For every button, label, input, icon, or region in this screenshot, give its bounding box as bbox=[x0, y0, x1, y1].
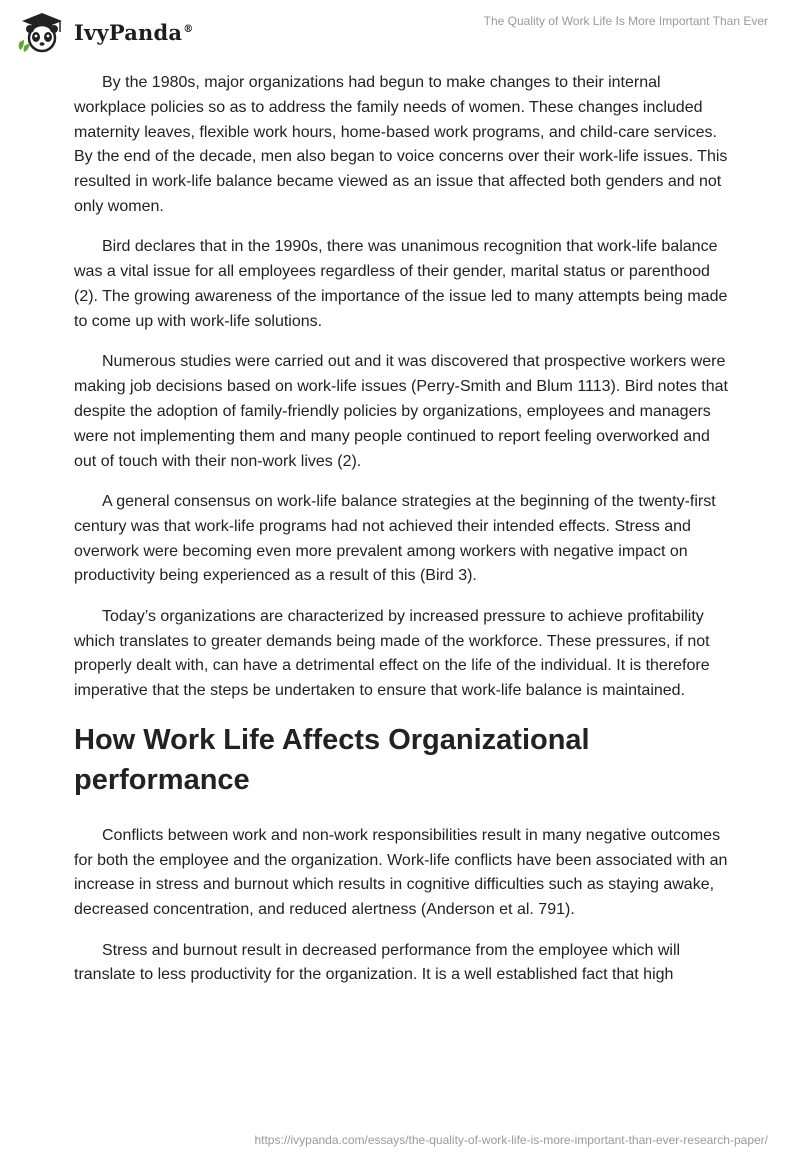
brand-name: IvyPanda® bbox=[74, 19, 194, 45]
paragraph: By the 1980s, major organizations had begun to make changes to their internal workplace policies so as to address the family needs of women. These changes included maternity leaves, flexible work hours, home-based work programs, and child-care services. By the end of the decade, men also began to voice concerns over their work-life issues. This resulted in work-life balance became viewed as an issue that affected both genders and not only women. bbox=[74, 74, 728, 215]
paragraph: Numerous studies were carried out and it was discovered that prospective workers were making job decisions based on work-life issues (Perry-Smith and Blum 1113). Bird notes that despite the adoption of family-friendly policies by organizations, employees and managers were not implementing them and many people continued to report feeling overworked and out of touch with their non-work lives (2). bbox=[74, 353, 728, 470]
essay-body bbox=[74, 71, 734, 1004]
paragraph: A general consensus on work-life balance strategies at the beginning of the twenty-first century was that work-life programs had not achieved their intended effects. Stress and overwork were becoming even more prevalent among workers with negative impact on productivity being experienced as a result of this (Bird 3). bbox=[74, 493, 716, 585]
paragraph: Bird declares that in the 1990s, there was unanimous recognition that work-life balance was a vital issue for all employees regardless of their gender, marital status or parenthood (2). The growing awareness of the importance of the issue led to many attempts being made to come up with work-life solutions. bbox=[74, 238, 728, 330]
source-url[interactable]: https://ivypanda.com/essays/the-quality-of-work-life-is-more-important-than-ever-research-paper/ bbox=[254, 1133, 768, 1147]
paragraph: Conflicts between work and non-work responsibilities result in many negative outcomes for both the employee and the organization. Work-life conflicts have been associated with an increase in stress and burnout which results in cognitive difficulties such as staying awake, decreased concentration, and reduced alertness (Anderson et al. 791). bbox=[74, 826, 728, 919]
paragraph: Today’s organizations are characterized by increased pressure to achieve profitability which translates to greater demands being made of the workforce. These pressures, if not properly dealt with, can have a detrimental effect on the life of the individual. It is therefore imperative that the steps be undertaken to ensure that work-life balance is maintained. bbox=[74, 607, 710, 700]
page-header bbox=[0, 0, 800, 64]
section-heading: How Work Life Affects Organizational performance bbox=[74, 723, 590, 796]
ivypanda-logo[interactable] bbox=[14, 10, 193, 54]
panda-graduate-icon bbox=[14, 10, 70, 54]
paragraph: Stress and burnout result in decreased performance from the employee which will translate to less productivity for the organization. It is a well established fact that high bbox=[74, 941, 681, 984]
document-title: The Quality of Work Life Is More Important Than Ever bbox=[483, 14, 768, 28]
